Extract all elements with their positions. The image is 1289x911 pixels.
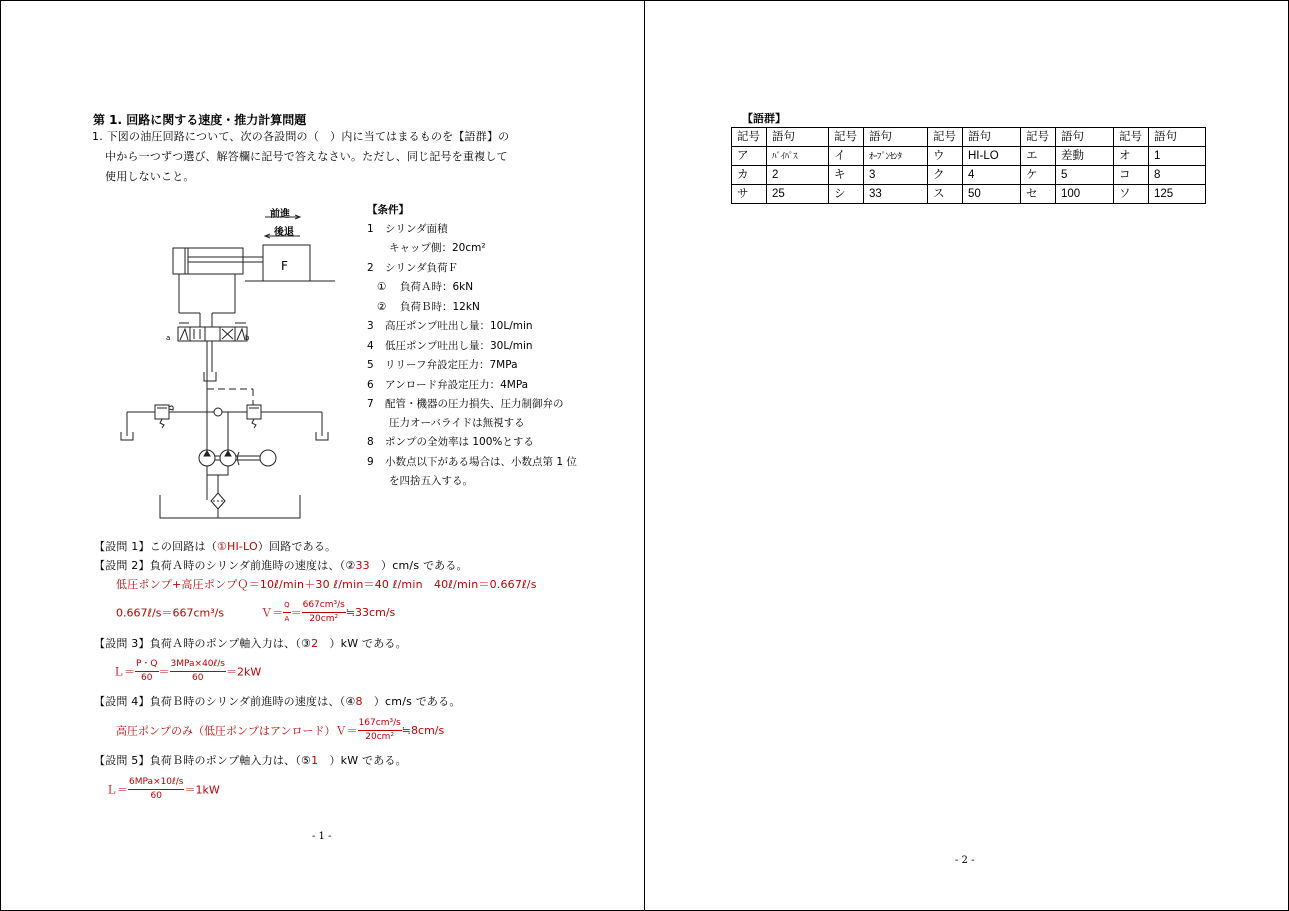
question-3: 【設問 3】負荷Ａ時のポンプ軸入力は、（③2 ）kW である。 — [94, 637, 407, 650]
question-4: 【設問 4】負荷Ｂ時のシリンダ前進時の速度は、（④8 ）cm/s である。 — [94, 695, 461, 708]
symbol-cell: イ — [829, 147, 864, 166]
condition-item: 6 アンロード弁設定圧力：4MPa — [367, 379, 529, 391]
term-cell: 125 — [1149, 185, 1206, 204]
page-number-1: - 1 - — [312, 831, 332, 842]
term-cell: 2 — [767, 166, 829, 185]
load-label: F — [281, 259, 288, 273]
header-cell: 語句 — [767, 128, 829, 147]
term-cell: HI-LO — [963, 147, 1021, 166]
header-cell: 記号 — [928, 128, 963, 147]
term-cell: 3 — [864, 166, 928, 185]
condition-item: ② 負荷Ｂ時：12kN — [377, 301, 480, 313]
intro-line-2: 中から一つずつ選び、解答欄に記号で答えなさい。ただし、同じ記号を重複して — [105, 150, 508, 163]
question-2-work-line-1: 低圧ポンプ+高圧ポンプＱ＝10ℓ/min＋30 ℓ/min＝40 ℓ/min 40ℓ/min＝0.667ℓ/s — [116, 578, 537, 591]
question-2-work-line-2: 0.667ℓ/s＝667cm³/s Ｖ＝ $\frac{Q}{A}$ ＝ $\frac{\text{667cm³/s}}{\text{20cm²}}$ ≒33cm/s — [116, 600, 396, 624]
condition-item: 7 配管・機器の圧力損失、圧力制御弁の — [367, 398, 564, 410]
page-1 — [0, 0, 644, 911]
symbol-cell: ス — [928, 185, 963, 204]
table-row — [732, 185, 1206, 204]
header-cell: 語句 — [1056, 128, 1114, 147]
header-cell: 語句 — [864, 128, 928, 147]
term-cell: 4 — [963, 166, 1021, 185]
condition-item: 圧力オーバライドは無視する — [389, 417, 525, 429]
answer-2: 33 — [355, 559, 370, 572]
header-cell: 語句 — [963, 128, 1021, 147]
circuit-drawing — [100, 200, 340, 525]
question-1: 【設問 1】この回路は（①HI-LO）回路である。 — [94, 540, 337, 553]
term-cell: 5 — [1056, 166, 1114, 185]
condition-item: キャップ側：20cm² — [389, 242, 486, 254]
term-cell: ｵｰﾌﾟﾝｾﾝﾀ — [864, 147, 928, 166]
intro-line-3: 使用しないこと。 — [105, 170, 195, 183]
header-cell: 語句 — [1149, 128, 1206, 147]
table-row — [732, 147, 1206, 166]
condition-item: ① 負荷Ａ時：6kN — [377, 281, 474, 293]
word-bank-title: 【語群】 — [742, 112, 786, 125]
word-bank-table — [731, 127, 1206, 204]
answer-3: 2 — [311, 637, 319, 650]
condition-item: 5 リリーフ弁設定圧力：7MPa — [367, 359, 518, 371]
answer-5: 1 — [311, 754, 319, 767]
forward-label: 前進 — [270, 209, 290, 220]
symbol-cell: オ — [1114, 147, 1149, 166]
table-header-row — [732, 128, 1206, 147]
backward-label: 後退 — [274, 227, 294, 238]
page-number-2: - 2 - — [955, 855, 975, 866]
term-cell: 25 — [767, 185, 829, 204]
term-cell: 差動 — [1056, 147, 1114, 166]
symbol-cell: カ — [732, 166, 767, 185]
term-cell: 50 — [963, 185, 1021, 204]
question-3-work: Ｌ＝ $\frac{P・Q}{60}$ ＝ $\frac{\text{3MPa×40ℓ/s}}{60}$ ＝2kW — [113, 659, 262, 683]
symbol-cell: コ — [1114, 166, 1149, 185]
question-4-work: 高圧ポンプのみ（低圧ポンプはアンロード）Ｖ＝ $\frac{\text{167cm³/s}}{\text{20cm²}}$ ≒8cm/s — [116, 718, 445, 742]
header-cell: 記号 — [829, 128, 864, 147]
symbol-cell: ソ — [1114, 185, 1149, 204]
header-cell: 記号 — [1114, 128, 1149, 147]
term-cell: ﾊﾞｲﾊﾟｽ — [767, 147, 829, 166]
symbol-cell: キ — [829, 166, 864, 185]
symbol-cell: エ — [1021, 147, 1056, 166]
conditions-title: 【条件】 — [367, 204, 409, 216]
question-5-work: Ｌ＝ $\frac{\text{6MPa×10ℓ/s}}{60}$ ＝1kW — [106, 777, 220, 801]
condition-item: 2 シリンダ負荷Ｆ — [367, 262, 459, 274]
answer-4: 8 — [355, 695, 363, 708]
solenoid-b-label: b — [245, 334, 250, 342]
header-cell: 記号 — [1021, 128, 1056, 147]
answer-1: ①HI-LO — [216, 540, 258, 553]
term-cell: 100 — [1056, 185, 1114, 204]
symbol-cell: セ — [1021, 185, 1056, 204]
term-cell: 8 — [1149, 166, 1206, 185]
solenoid-a-label: a — [166, 334, 171, 342]
question-2: 【設問 2】負荷Ａ時のシリンダ前進時の速度は、（②33 ）cm/s である。 — [94, 559, 468, 572]
condition-item: を四捨五入する。 — [389, 475, 473, 487]
symbol-cell: サ — [732, 185, 767, 204]
condition-item: 1 シリンダ面積 — [367, 223, 448, 235]
condition-item: 8 ポンプの全効率は 100%とする — [367, 436, 534, 448]
symbol-cell: ア — [732, 147, 767, 166]
term-cell: 33 — [864, 185, 928, 204]
condition-item: 3 高圧ポンプ吐出し量：10L/min — [367, 320, 533, 332]
symbol-cell: ケ — [1021, 166, 1056, 185]
table-row — [732, 166, 1206, 185]
term-cell: 1 — [1149, 147, 1206, 166]
symbol-cell: ウ — [928, 147, 963, 166]
condition-item: 9 小数点以下がある場合は、小数点第 1 位 — [367, 456, 577, 468]
symbol-cell: シ — [829, 185, 864, 204]
symbol-cell: ク — [928, 166, 963, 185]
question-5: 【設問 5】負荷Ｂ時のポンプ軸入力は、（⑤1 ）kW である。 — [94, 754, 407, 767]
intro-line-1: 1. 下図の油圧回路について、次の各設問の（ ）内に当てはまるものを【語群】の — [92, 130, 510, 143]
section-heading: 第 1. 回路に関する速度・推力計算問題 — [93, 113, 307, 127]
header-cell: 記号 — [732, 128, 767, 147]
condition-item: 4 低圧ポンプ吐出し量：30L/min — [367, 340, 533, 352]
page-2 — [645, 0, 1289, 911]
